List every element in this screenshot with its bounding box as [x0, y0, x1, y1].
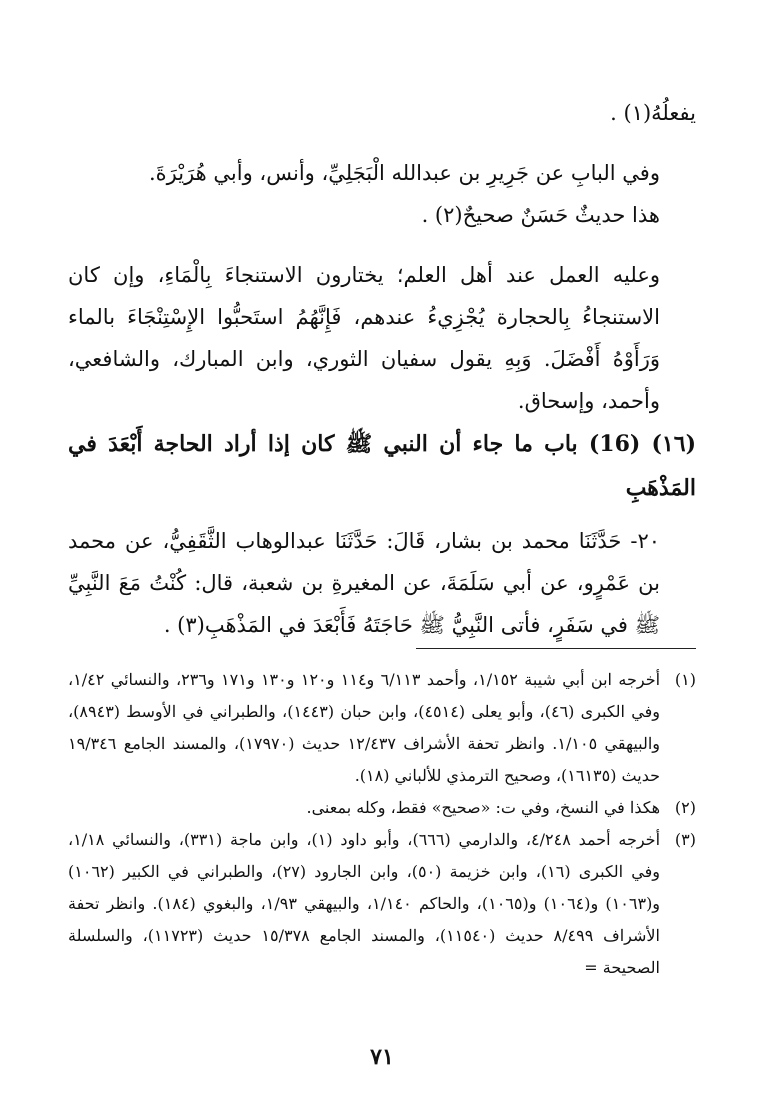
footnote [68, 664, 696, 792]
footnote-number: (٣) [674, 830, 696, 849]
chapter-heading: (١٦) (16) باب ما جاء أن النبي ﷺ كان إذا أراد الحاجة أَبْعَدَ في المَذْهَبِ [68, 431, 696, 501]
footnote-text: هكذا في النسخ، وفي ت: «صحيح» فقط، وكله بمعنى. [306, 798, 660, 817]
continuation-line: يفعلُهُ(١) . [610, 101, 696, 125]
footnote-text: أخرجه ابن أبي شيبة ١/١٥٢، وأحمد ٦/١١٣ و١١٤ و١٢٠ و١٣٠ و١٧١ و٢٣٦، والنسائي ١/٤٢، وفي الكبرى (٤٦)، وأبو يعلى (٤٥١٤)، وابن حبان (١٤٤٣)، والطبراني في الأوسط (٨٩٤٣)، والبيهقي ١/١٠٥. وانظر تحفة الأشراف ١٢/٤٣٧ حديث (١٧٩٧٠)، والمسند الجامع ١٩/٣٤٦ حديث (١٦١٣٥)، وصحيح الترمذي للألباني (١٨). [68, 670, 661, 785]
footnote-separator [416, 648, 696, 649]
footnote-number: (٢) [674, 798, 696, 817]
hasan-line: هذا حديثٌ حَسَنٌ صحيحٌ(٢) . [421, 203, 660, 227]
footnote-text: أخرجه أحمد ٤/٢٤٨، والدارمي (٦٦٦)، وأبو داود (١)، وابن ماجة (٣٣١)، والنسائي ١/١٨، وفي الكبرى (١٦)، وابن خزيمة (٥٠)، وابن الجارود (٢٧)، والطبراني في الكبير (١٠٦٢) و(١٠٦٣) و(١٠٦٤) و(١٠٦٥)، والحاكم ١/١٤٠، والبيهقي ١/٩٣، والبغوي (١٨٤). وانظر تحفة الأشراف ٨/٤٩٩ حديث (١١٥٤٠)، والمسند الجامع ١٥/٣٧٨ حديث (١١٧٢٣)، والسلسلة الصحيحة = [68, 830, 661, 977]
footnote [68, 824, 696, 984]
bab-line: وفي البابِ عن جَرِيرِ بن عبدالله الْبَجَلِيِّ، وأنس، وأبي هُرَيْرَةَ. [148, 161, 660, 185]
footnote [68, 792, 696, 824]
main-text [68, 92, 696, 646]
page-number: ٧١ [370, 1044, 394, 1070]
amal-paragraph: وعليه العمل عند أهل العلم؛ يختارون الاستنجاءَ بِالْمَاءِ، وإن كان الاستنجاءُ بِالحجارة يُجْزِيءُ عندهم، فَإِنَّهُمُ استَحبُّوا الإِسْتِنْجَاءَ بالماء وَرَأَوْهُ أَفْضَلَ. وَبِهِ يقول سفيان الثوري، وابن المبارك، والشافعي، وأحمد، وإسحاق. [68, 263, 660, 413]
hadith-paragraph: ٢٠- حَدَّثَنَا محمد بن بشار، قَالَ: حَدَّثَنَا عبدالوهاب الثَّقَفِيُّ، عن محمد بن عَمْرٍو، عن أبي سَلَمَةَ، عن المغيرةِ بن شعبة، قال: كُنْتُ مَعَ النَّبِيِّ ﷺ في سَفَرٍ، فأتى النَّبِيُّ ﷺ حَاجَتَهُ فَأَبْعَدَ في المَذْهَبِ(٣) . [68, 529, 660, 637]
footnote-number: (١) [674, 670, 696, 689]
footnotes [68, 664, 696, 984]
